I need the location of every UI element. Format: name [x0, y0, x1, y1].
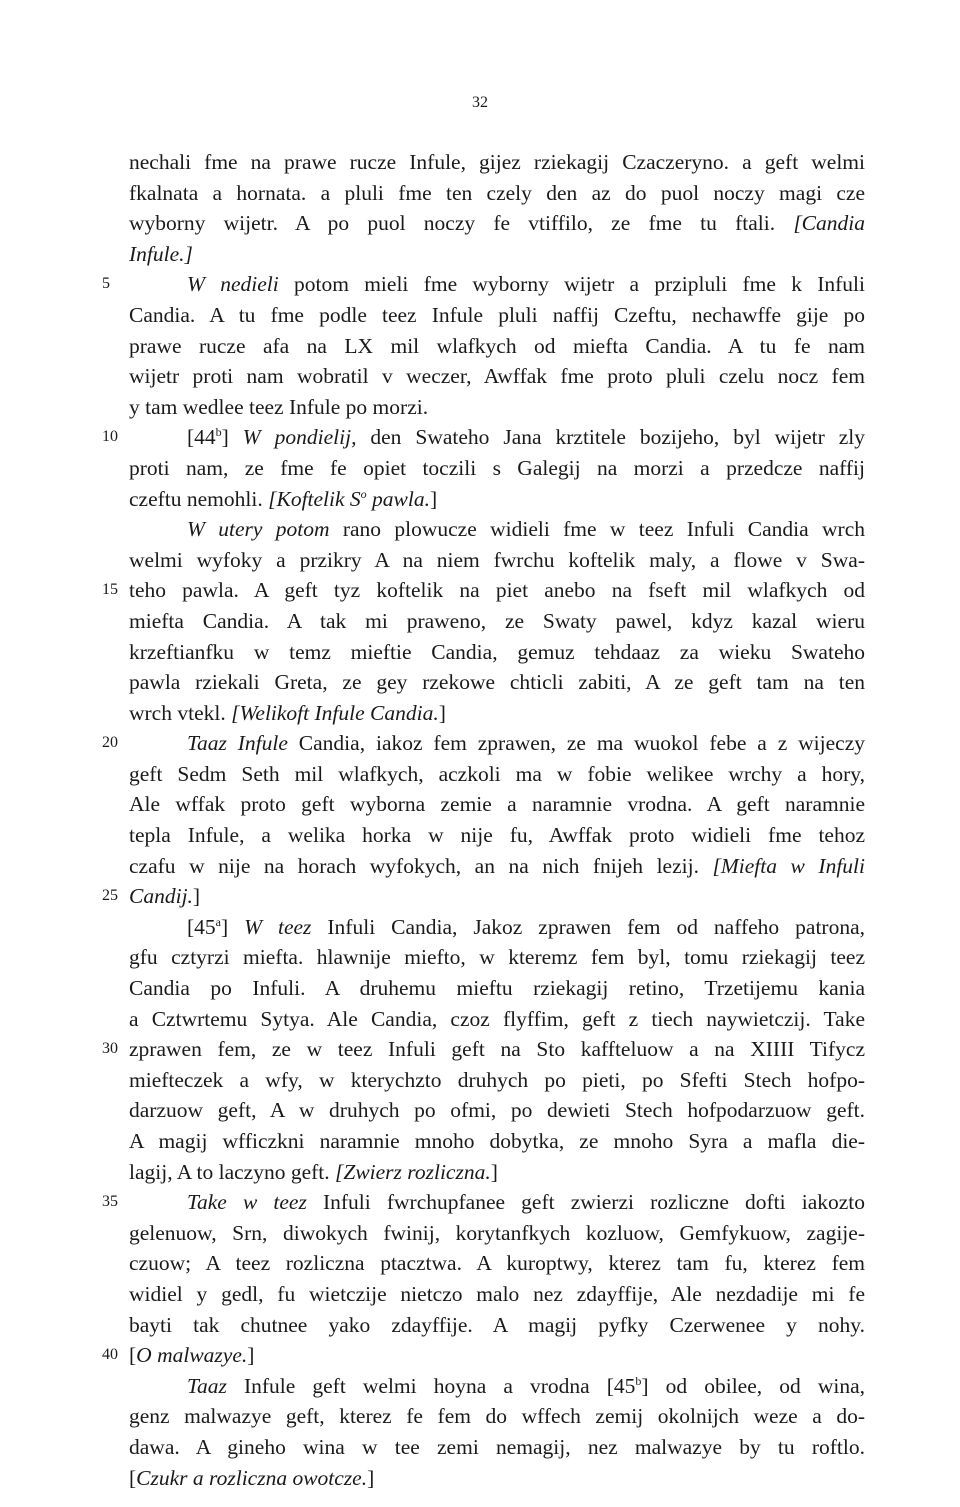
text-line: [102, 269, 865, 300]
text-segment: czeftu nemohli.: [129, 486, 269, 511]
text-line: [129, 606, 865, 637]
text-segment: rano plowucze widieli fme w teez Infuli Candia wrch: [329, 517, 865, 542]
text-line: [102, 422, 865, 453]
text-line: [129, 147, 865, 178]
line-text: [187, 514, 865, 545]
text-segment: tepla Infule, a welika horka w nije fu, Awffak proto widieli fme tehoz: [129, 823, 865, 848]
text-line: [129, 514, 865, 545]
line-text: [187, 269, 865, 300]
line-text: [129, 973, 865, 1004]
text-line: [102, 1340, 865, 1371]
text-line: [102, 575, 865, 606]
text-segment: bayti tak chutnee yako zdayffije. A magij pyfky Czerwenee y nohy.: [129, 1312, 865, 1337]
text-segment: b: [215, 425, 222, 440]
text-segment: czafu w nije na horach wyfokych, an na nich fnijeh lezij.: [129, 853, 713, 878]
text-segment: y tam wedlee teez Infule po morzi.: [129, 394, 429, 419]
text-line: [129, 637, 865, 668]
line-text: [129, 545, 865, 576]
line-number: 15: [102, 581, 118, 599]
text-line: [129, 759, 865, 790]
line-text: [129, 1463, 865, 1494]
line-text: [129, 881, 865, 912]
line-number: 35: [102, 1193, 118, 1211]
text-line: [129, 667, 865, 698]
body-text: [102, 147, 866, 1493]
italic-segment: [Candia: [793, 211, 865, 236]
text-segment: prawe rucze afa na LX mil wlafkych od miefta Candia. A tu fe nam: [129, 333, 865, 358]
line-text: [187, 1371, 865, 1402]
italic-segment: Candij.: [129, 884, 193, 909]
line-text: [129, 942, 865, 973]
line-text: [129, 759, 865, 790]
line-text: [129, 392, 865, 423]
text-line: [129, 361, 865, 392]
text-segment: wrch vtekl.: [129, 700, 232, 725]
text-segment: b: [635, 1373, 642, 1388]
line-text: [129, 1340, 865, 1371]
text-line: [129, 973, 865, 1004]
line-text: [129, 575, 865, 606]
text-segment: darzuow geft, A w druhych po ofmi, po dewieti Stech hofpodarzuow geft.: [129, 1098, 865, 1123]
page-number: 32: [472, 94, 488, 111]
text-line: [129, 942, 865, 973]
line-text: [129, 1248, 865, 1279]
italic-segment: W nedieli: [187, 272, 279, 297]
text-segment: miefteczek a wfy, w kterychzto druhych po pieti, po Sfefti Stech hofpo-: [129, 1067, 865, 1092]
text-segment: Infule geft welmi hoyna a vrodna [45: [226, 1373, 636, 1398]
line-text: [129, 300, 865, 331]
italic-segment: [Welikoft Infule Candia.: [231, 700, 439, 725]
line-number: 5: [102, 275, 110, 293]
text-line: [129, 1371, 865, 1402]
text-line: [129, 392, 865, 423]
line-text: [187, 422, 865, 453]
text-line: [129, 1126, 865, 1157]
text-line: [129, 1248, 865, 1279]
line-text: [129, 1401, 865, 1432]
text-segment: ]: [221, 425, 243, 450]
line-text: [129, 1279, 865, 1310]
line-text: [129, 637, 865, 668]
text-segment: potom mieli fme wyborny wijetr a przipluli fme k Infuli: [278, 272, 865, 297]
text-line: [129, 1401, 865, 1432]
text-segment: Candia po Infuli. A druhemu mieftu rziekagij retino, Trzetijemu kania: [129, 976, 865, 1001]
line-text: [129, 331, 865, 362]
text-segment: geft Sedm Seth mil wlafkych, aczkoli ma w fobie welikee wrchy a hory,: [129, 761, 865, 786]
line-text: [129, 1310, 865, 1341]
italic-segment: Taaz: [187, 1373, 227, 1398]
line-text: [187, 1187, 865, 1218]
text-segment: fkalnata a hornata. a pluli fme ten czely den az do puol noczy magi cze: [129, 180, 865, 205]
text-line: [129, 1157, 865, 1188]
text-segment: [: [129, 1343, 137, 1368]
text-line: [102, 1187, 866, 1218]
line-text: [129, 851, 865, 882]
text-segment: gfu cztyrzi miefta. hlawnije miefto, w kteremz fem byl, tomu rziekagij teez: [129, 945, 865, 970]
text-segment: ]: [430, 486, 438, 511]
line-number: 10: [102, 428, 118, 446]
text-line: [129, 1463, 865, 1494]
text-line: [129, 1218, 865, 1249]
text-line: [102, 1034, 865, 1065]
italic-segment: W utery potom: [187, 517, 330, 542]
line-text: [129, 667, 865, 698]
italic-segment: [Koftelik S: [268, 486, 361, 511]
italic-segment: Take w teez: [187, 1190, 307, 1215]
text-segment: welmi wyfoky a przikry A na niem fwrchu koftelik maly, a flowe v Swa-: [129, 547, 865, 572]
italic-segment: W pondielij,: [242, 425, 357, 450]
text-line: [129, 851, 865, 882]
line-text: [129, 1432, 865, 1463]
line-text: [187, 728, 865, 759]
text-segment: ]: [221, 914, 245, 939]
line-text: [129, 606, 865, 637]
text-line: [129, 1279, 865, 1310]
line-text: [129, 1218, 865, 1249]
text-segment: a Cztwrtemu Sytya. Ale Candia, czoz flyffim, geft z tiech naywietczij. Take: [129, 1006, 865, 1031]
line-number: 30: [102, 1040, 118, 1058]
text-segment: gelenuow, Srn, diwokych fwinij, korytanfkych kozluow, Gemfykuow, zagije-: [129, 1220, 865, 1245]
line-text: [129, 1034, 865, 1065]
text-segment: ] od obilee, od wina,: [641, 1373, 865, 1398]
text-segment: a: [215, 914, 221, 929]
text-line: [129, 208, 865, 239]
text-segment: Infuli fwrchupfanee geft zwierzi rozliczne dofti iakozto: [306, 1190, 866, 1215]
italic-segment: Taaz Infule: [187, 731, 288, 756]
text-line: [129, 545, 865, 576]
line-text: [187, 912, 865, 943]
text-segment: ]: [247, 1343, 255, 1368]
text-segment: wyborny wijetr. A po puol noczy fe vtiffilo, ze fme tu ftali.: [129, 211, 794, 236]
line-text: [129, 1126, 865, 1157]
text-segment: miefta Candia. A tak mi praweno, ze Swaty pawel, kdyz kazal wieru: [129, 608, 865, 633]
italic-segment: Czukr a rozliczna owotcze.: [136, 1465, 368, 1490]
text-line: [129, 1432, 865, 1463]
text-line: [129, 331, 865, 362]
text-line: [129, 1004, 865, 1035]
text-line: [129, 820, 865, 851]
text-line: [102, 728, 866, 759]
text-segment: ]: [367, 1465, 375, 1490]
text-segment: widiel y gedl, fu wietczije nietczo malo nez zdayffije, Ale nezdadije mi fe: [129, 1281, 865, 1306]
line-text: [129, 1065, 865, 1096]
text-segment: Candia, iakoz fem zprawen, ze ma wuokol febe a z wijeczy: [287, 731, 866, 756]
italic-segment: [Miefta w Infuli: [712, 853, 866, 878]
text-segment: Infuli Candia, Jakoz zprawen fem od naffeho patrona,: [311, 914, 865, 939]
text-line: [129, 698, 865, 729]
text-segment: lagij, A to laczyno geft.: [129, 1159, 335, 1184]
text-line: [129, 912, 865, 943]
text-segment: [45: [187, 914, 216, 939]
text-line: [129, 484, 865, 515]
text-line: [129, 1310, 865, 1341]
line-text: [129, 1004, 865, 1035]
text-segment: zprawen fem, ze w teez Infuli geft na Sto kaffteluow a na XIIII Tifycz: [129, 1037, 865, 1062]
text-segment: proti nam, ze fme fe opiet toczili s Galegij na morzi a przedcze naffij: [129, 455, 865, 480]
text-segment: A magij wfficzkni naramnie mnoho dobytka, ze mnoho Syra a mafla die-: [129, 1129, 865, 1153]
italic-segment: [Zwierz rozliczna.: [335, 1159, 491, 1184]
italic-segment: O malwazye.: [136, 1343, 248, 1368]
text-line: [129, 1065, 865, 1096]
italic-segment: o: [360, 486, 367, 501]
line-text: [129, 361, 865, 392]
italic-segment: pawla.: [366, 486, 430, 511]
line-text: [129, 208, 865, 239]
text-segment: pawla rziekali Greta, ze gey rzekowe chticli zabiti, A ze geft tam na ten: [129, 670, 865, 695]
text-segment: czuow; A teez rozliczna ptacztwa. A kuroptwy, kterez tam fu, kterez fem: [129, 1251, 865, 1276]
text-segment: [: [129, 1465, 137, 1490]
line-text: [129, 484, 865, 515]
italic-segment: W teez: [244, 914, 312, 939]
line-text: [129, 698, 865, 729]
text-segment: ]: [438, 700, 446, 725]
text-segment: ]: [192, 884, 201, 909]
text-segment: genz malwazye geft, kterez fe fem do wffech zemij okolnijch weze a do-: [129, 1404, 865, 1429]
text-segment: teho pawla. A geft tyz koftelik na piet anebo na fseft mil wlafkych od: [129, 578, 865, 603]
text-segment: dawa. A gineho wina w tee zemi nemagij, nez malwazye by tu roftlo.: [129, 1434, 865, 1459]
text-line: [129, 300, 865, 331]
text-segment: nechali fme na prawe rucze Infule, gijez rziekagij Czaczeryno. a geft welmi: [129, 150, 865, 174]
line-number: 25: [102, 887, 118, 905]
line-number: 40: [102, 1346, 118, 1364]
text-segment: Candia. A tu fme podle teez Infule pluli naffij Czeftu, nechawffe gije po: [129, 302, 865, 327]
line-number: 20: [102, 734, 118, 752]
text-segment: den Swateho Jana krztitele bozijeho, byl wijetr zly: [356, 425, 865, 450]
text-segment: krzeftianfku w temz mieftie Candia, gemuz tehdaaz za wieku Swateho: [129, 639, 865, 664]
line-text: [129, 789, 865, 820]
line-text: [129, 239, 865, 270]
text-line: [129, 239, 865, 270]
text-segment: [44: [187, 425, 216, 450]
text-line: [129, 1095, 865, 1126]
text-segment: ]: [490, 1159, 498, 1184]
line-text: [129, 1095, 865, 1126]
text-line: [129, 453, 865, 484]
text-line: [129, 178, 865, 209]
text-segment: Ale wffak proto geft wyborna zemie a naramnie vrodna. A geft naramnie: [129, 792, 865, 817]
line-text: [129, 820, 865, 851]
text-line: [102, 881, 865, 912]
italic-segment: Infule.]: [129, 241, 193, 266]
line-text: [129, 453, 865, 484]
line-text: [129, 178, 865, 209]
line-text: [129, 147, 865, 178]
line-text: [129, 1157, 865, 1188]
text-segment: wijetr proti nam wobratil v weczer, Awffak fme proto pluli czelu nocz fem: [129, 364, 865, 389]
text-line: [129, 789, 865, 820]
